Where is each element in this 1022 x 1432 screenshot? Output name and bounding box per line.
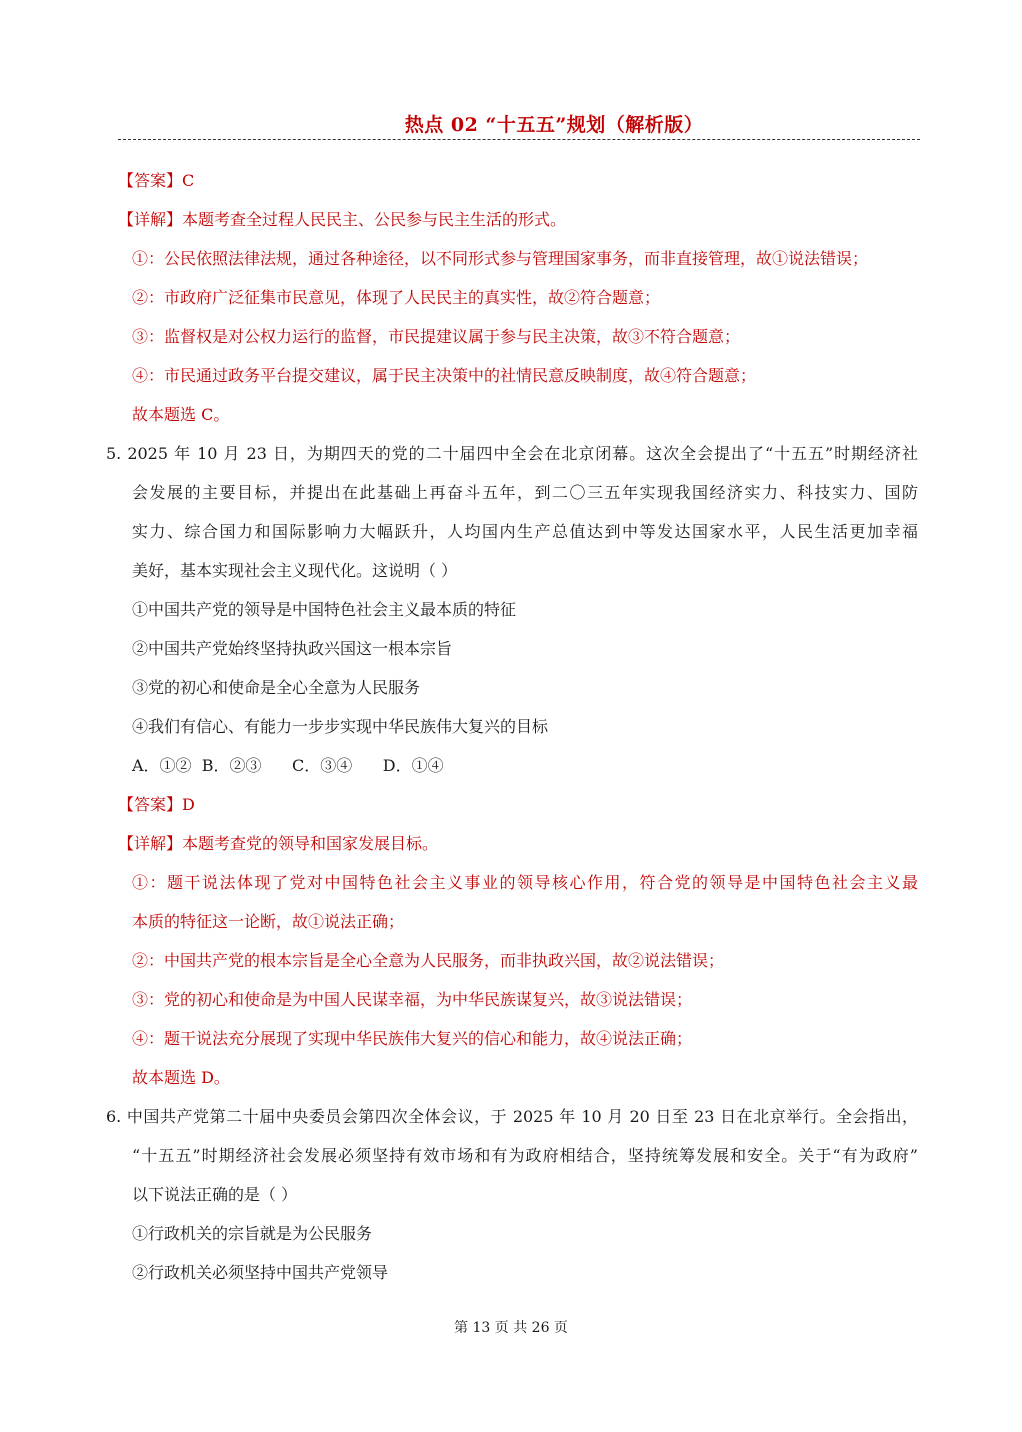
q5-point-3: ③：党的初心和使命是为中国人民谋幸福，为中华民族谋复兴，故③说法错误； [132, 990, 693, 1009]
page-header [0, 110, 1022, 137]
q5-point-4: ④：题干说法充分展现了实现中华民族伟大复兴的信心和能力，故④说法正确； [132, 1029, 693, 1048]
page-number: 第 13 页 共 26 页 [454, 1320, 568, 1336]
q4-conclusion: 故本题选 C。 [132, 405, 230, 424]
q5-option-1: ①中国共产党的领导是中国特色社会主义最本质的特征 [132, 600, 517, 619]
q5-point-2: ②：中国共产党的根本宗旨是全心全意为人民服务，而非执政兴国，故②说法错误； [132, 951, 725, 970]
q5-stem-line-2: 会发展的主要目标，并提出在此基础上再奋斗五年，到二〇三五年实现我国经济实力、科技实力、国防 [132, 483, 918, 502]
q6-option-1: ①行政机关的宗旨就是为公民服务 [132, 1224, 373, 1243]
q4-point-1: ①：公民依照法律法规，通过各种途径，以不同形式参与管理国家事务，而非直接管理，故①说法错误； [132, 249, 869, 268]
page-title: 热点 02 “十五五”规划（解析版） [404, 114, 704, 136]
q5-choices: A．①② B．②③ C．③④ D．①④ [132, 756, 444, 775]
q4-answer: 【答案】C [118, 171, 195, 190]
q4-detail: 【详解】本题考查全过程人民民主、公民参与民主生活的形式。 [118, 210, 567, 229]
q6-stem-line-1: 6. 中国共产党第二十届中央委员会第四次全体会议，于 2025 年 10 月 20 日至 23 日在北京举行。全会指出， [106, 1107, 918, 1126]
q5-option-4: ④我们有信心、有能力一步步实现中华民族伟大复兴的目标 [132, 717, 549, 736]
q5-option-3: ③党的初心和使命是全心全意为人民服务 [132, 678, 421, 697]
header-divider [118, 139, 920, 140]
q5-option-2: ②中国共产党始终坚持执政兴国这一根本宗旨 [132, 639, 453, 658]
q5-conclusion: 故本题选 D。 [132, 1068, 230, 1087]
q5-detail: 【详解】本题考查党的领导和国家发展目标。 [118, 834, 439, 853]
q5-point-1-cont: 本质的特征这一论断，故①说法正确； [132, 912, 405, 931]
q5-stem-line-1: 5. 2025 年 10 月 23 日，为期四天的党的二十届四中全会在北京闭幕。这次全会提出了“十五五”时期经济社 [106, 444, 918, 463]
q6-stem-line-2: “十五五”时期经济社会发展必须坚持有效市场和有为政府相结合，坚持统筹发展和安全。关于“有为政府” [132, 1146, 918, 1165]
q4-point-3: ③：监督权是对公权力运行的监督，市民提建议属于参与民主决策，故③不符合题意； [132, 327, 741, 346]
q4-point-4: ④：市民通过政务平台提交建议，属于民主决策中的社情民意反映制度，故④符合题意； [132, 366, 757, 385]
q4-point-2: ②：市政府广泛征集市民意见，体现了人民民主的真实性，故②符合题意； [132, 288, 661, 307]
q6-option-2: ②行政机关必须坚持中国共产党领导 [132, 1263, 389, 1282]
q6-stem-line-3: 以下说法正确的是（ ） [132, 1185, 298, 1204]
q5-stem-line-3: 实力、综合国力和国际影响力大幅跃升，人均国内生产总值达到中等发达国家水平，人民生活更加幸福 [132, 522, 918, 541]
q5-answer: 【答案】D [118, 795, 195, 814]
q5-point-1: ①：题干说法体现了党对中国特色社会主义事业的领导核心作用，符合党的领导是中国特色社会主义最 [132, 873, 918, 892]
q5-stem-line-4: 美好，基本实现社会主义现代化。这说明（ ） [132, 561, 458, 580]
